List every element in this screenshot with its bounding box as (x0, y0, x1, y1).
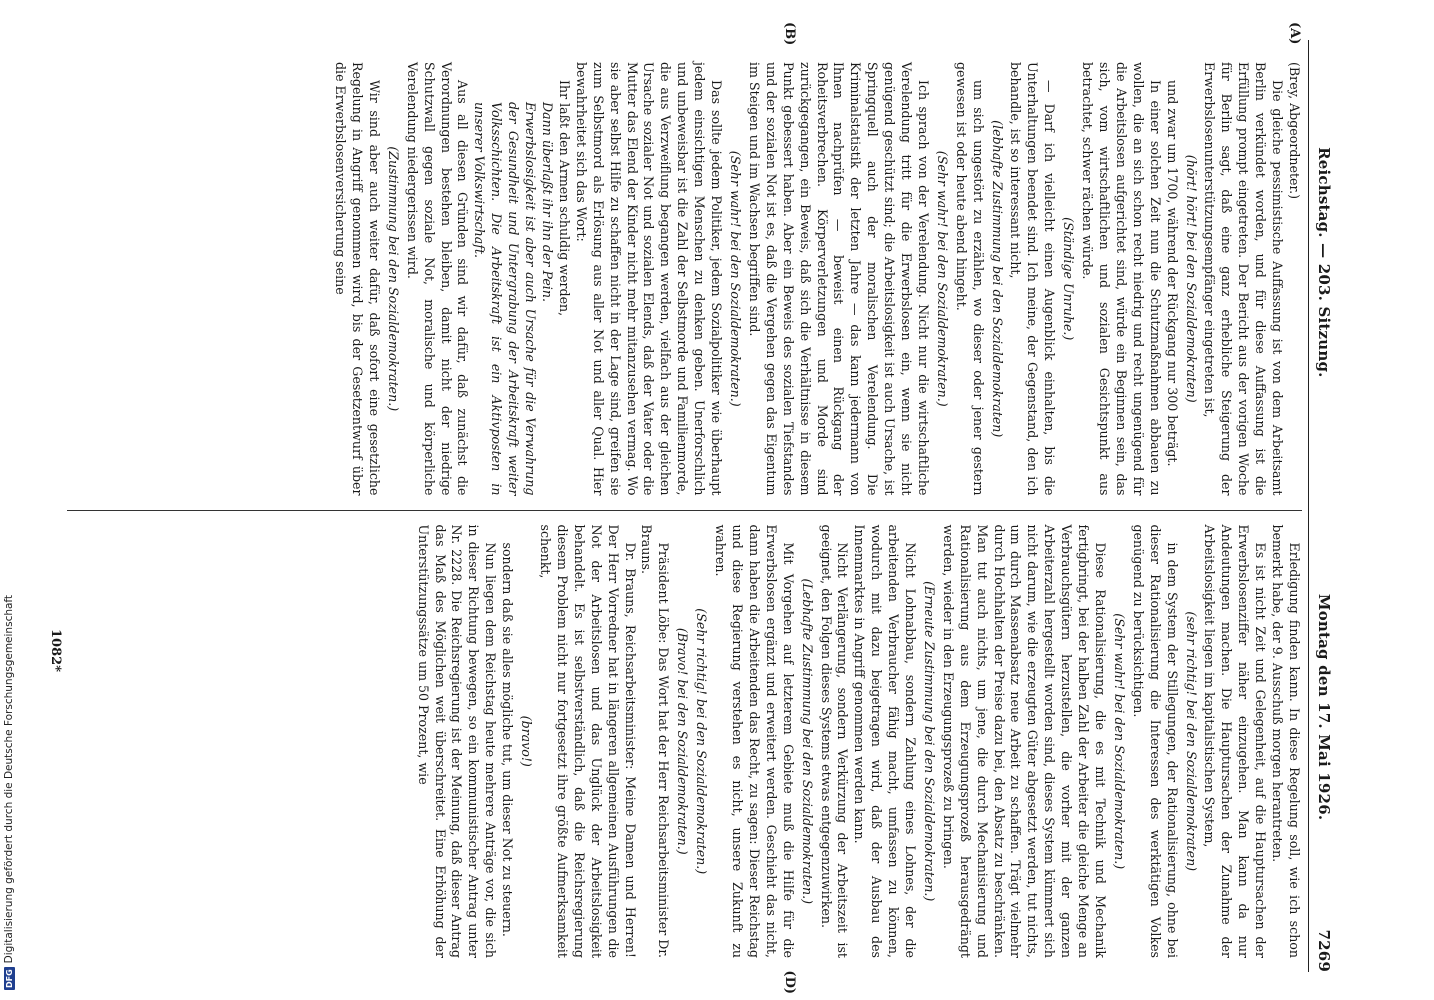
paragraph: Dr. Brauns, Reichsarbeitsminister: Meine Damen und Herren! Der Herr Vorredner hat in längeren allgemeinen Ausführungen die Not der Arbeitslosen und das Unglück der Arbeitslosigkeit behandelt. Es ist selbstverständlich, daß die Reichsregierung diesem Problem nicht nur fortgesetzt ihre größte Aufmerksamkeit schenkt, (538, 524, 638, 958)
interjection: (Ständige Unruhe.) (1061, 217, 1077, 341)
page-footer (48, 40, 63, 972)
page-number: 7269 (1315, 929, 1333, 972)
right-column (67, 511, 1302, 994)
paragraph: und zwar um 1700, während der Rückgang nur 300 beträgt. (1164, 80, 1180, 467)
paragraph: Nicht Verlängerung, sondern Verkürzung der Arbeitszeit ist geeignet, den Folgen dieses Systems etwas entgegenzuwirken. (818, 524, 851, 958)
margin-marker-a: (A) (1287, 22, 1302, 45)
interjection: (bravo!) (519, 715, 535, 767)
interjection: (Sehr wahr! bei den Sozialdemokraten.) (728, 150, 743, 407)
digitization-strip (0, 0, 18, 1000)
paragraph: Nun liegen dem Reichstag heute mehrere Anträge vor, die sich in dieser Richtung bewegen, so ein kommunistischer Antrag unter Nr. 2228. Die Reichsregierung ist der Meinung, daß dieser Antrag das Maß des Möglichen weit überschreitet. Eine Erhöhung der Unterstützungssätze um 50 Prozent, wie (415, 524, 499, 958)
interjection: (Zustimmung bei den Sozialdemokraten.) (385, 146, 401, 412)
digitization-note: Digitalisierung gefördert durch die Deutsche Forschungsgemeinschaft (3, 594, 15, 964)
paragraph: Es ist nicht Zeit und Gelegenheit, auf die Hauptursachen der Erwerbslosenziffer näher einzugehen. Man kann da nur Andeutungen machen. Die Hauptursachen der Zunahme der Arbeitslosigkeit liegen im kapitalistischen System, (1202, 524, 1269, 958)
quoted-verse: Dann überlaßt ihr ihn der Pein. (540, 102, 556, 302)
interjection: (Erneute Zustimmung bei den Sozialdemokraten.) (921, 581, 937, 902)
header-session: Reichstag. — 203. Sitzung. (1315, 147, 1333, 378)
page-header (1308, 40, 1333, 972)
interjection: (Sehr wahr! bei den Sozialdemokraten.) (1111, 613, 1127, 870)
signature-mark: 1082* (48, 629, 63, 672)
paragraph: Erledigung finden kann. In diese Regelung soll, wie ich schon bemerkt habe, der 9. Ausschuß morgen herantreten. (1270, 524, 1302, 958)
interjection: (sehr richtig! bei den Sozialdemokraten) (1183, 611, 1199, 872)
interjection: (Sehr richtig! bei den Sozialdemokraten.) (694, 608, 710, 875)
left-column (67, 22, 1302, 511)
margin-marker-d: (D) (782, 970, 797, 994)
paragraph: Nicht Lohnabbau, sondern Zahlung eines Lohnes, der die arbeitenden Verbraucher fähig macht, umfassen zu können, wodurch mit dazu beigetragen wird, daß der Ausbau des Innenmarktes in Angriff genommen werden kann. (852, 524, 919, 958)
paragraph: sondern daß sie alles mögliche tut, um dieser Not zu steuern. (500, 542, 516, 937)
paragraph: Diese Rationalisierung, die es mit Technik und Mechanik fertigbringt, bei der halben Zahl der Arbeiter die gleiche Menge an Verbrauchsgütern herzustellen, die vorher mit der ganzen Arbeiterzahl hergestellt worden sind, dieses System kümmert sich nicht darum, wie die erzeugten Güter abgesetzt werden, tut nichts, um durch Massenabsatz neue Arbeit zu schaffen. Trägt vielmehr durch Hochhalten der Preise dazu bei, den Absatz zu beschränken. Man tut auch nichts, um jene, die durch Mechanisierung und Rationalisierung aus dem Erzeugungsprozeß herausgedrängt werden, wieder in den Erzeugungsprozeß zu bringen. (940, 524, 1109, 958)
paragraph: Mit Vorgehen auf letzterem Gebiete muß die Hilfe für die Erwerbslosen ergänzt und erweitert werden. Geschieht das nicht, dann haben die Arbeitenden das Recht, zu sagen: Dieser Reichstag und diese Regierung verstehen es nicht, unsere Zukunft zu wahren. (713, 524, 796, 958)
interjection: (lebhafte Zustimmung bei den Sozialdemokraten) (989, 120, 1005, 438)
paragraph: um sich ungestört zu erzählen, wo dieser oder jener gestern gewesen ist oder heute abend hingeht. (953, 62, 986, 496)
paragraph: in dem System der Stillegungen, der Rationalisierung, ohne bei dieser Rationalisierung die Interessen des werktätigen Volkes genügend zu berücksichtigen. (1130, 524, 1180, 958)
header-date: Montag den 17. Mai 1926. (1315, 593, 1333, 821)
interjection: (Lebhafte Zustimmung bei den Sozialdemokraten.) (799, 578, 815, 904)
interjection: (Bravo! bei den Sozialdemokraten.) (675, 627, 691, 855)
interjection: (Sehr wahr! bei den Sozialdemokraten.) (934, 150, 950, 407)
paragraph: Das sollte jedem Politiker, jedem Sozialpolitiker wie überhaupt jedem einsichtigen Menschen zu denken geben. Unerforschlich und unbeweisbar ist die Zahl der Selbstmorde und Familienmorde, die aus Verzweiflung begangen werden, vielfach aus der gleichen Ursache sozialer Not und sozialen Elends, daß der Vater oder die Mutter das Elend der Kinder nicht mehr mitanzusehen vermag. Wo sie aber selbst Hilfe zu schaffen nicht in der Lage sind, greifen sie zum Selbstmord als Erlösung aus aller Not und aller Qual. Hier bewahrheitet sich das Wort: (573, 62, 725, 496)
text-columns (67, 22, 1302, 994)
paragraph: — Darf ich vielleicht einen Augenblick einhalten, bis die Unterhaltungen beendet sind. Ich meine, der Gegenstand, den ich behandle, ist so interessant nicht, (1008, 62, 1058, 496)
margin-marker-b: (B) (782, 22, 797, 46)
quoted-verse: Erwerbslosigkeit ist aber auch Ursache für die Verwahrung der Gesundheit und Untergrabung der Arbeitskraft weiter Volksschichten. Die Arbeitskraft ist ein Aktivposten in unserer Volkswirtschaft. (472, 102, 539, 496)
paragraph: Wir sind aber auch weiter dafür, daß sofort eine gesetzliche Regelung in Angriff genommen wird, bis der Gesetzentwurf über die Erwerbslosenversicherung seine (333, 62, 382, 496)
paragraph: Die gleiche pessimistische Auffassung ist von dem Arbeitsamt Berlin verkündet worden, und für diese Auffassung ist die Erfüllung prompt eingetreten. Der Bericht aus der vorigen Woche für Berlin sagt, daß eine ganz erhebliche Steigerung der Erwerbslosenunterstützungsempfänger eingetreten ist, (1202, 62, 1286, 496)
paragraph: In einer solchen Zeit nun die Schutzmaßnahmen abbauen zu wollen, die an sich schon recht niedrig und recht ungenügend für die Arbeitslosen aufgerichtet sind, würde ein Beginnen sein, das sich, vom wirtschaftlichen und sozialen Gesichtspunkt aus betrachtet, schwer rächen würde. (1080, 62, 1163, 496)
paragraph: Aus all diesen Gründen sind wir dafür, daß zunächst die Verordnungen bestehen bleiben, damit nicht der niedrige Schutzwall gegen soziale Not, moralische und körperliche Verelendung niedergerissen wird. (404, 62, 471, 496)
paragraph: Präsident Löbe: Das Wort hat der Herr Reichsarbeitsminister Dr. Brauns. (639, 524, 672, 958)
interjection: (hört! hört! bei den Sozialdemokraten) (1183, 154, 1199, 403)
paragraph: Ich sprach von der Verelendung. Nicht nur die wirtschaftliche Verelendung tritt für die Erwerbslosen ein, wenn sie nicht genügend geschützt sind; die Arbeitslosigkeit ist auch Ursache, ist Springquell auch der moralischen Verelendung. Die Kriminalstatistik der letzten Jahre — das kann jedermann von Ihnen nachprüfen — beweist einen Rückgang der Roheitsverbrechen. Körperverletzungen und Morde sind zurückgegangen, ein Beweis, daß sich die Verhältnisse in diesem Punkt gebessert haben. Aber ein Beweis des sozialen Tiefstandes und der sozialen Not ist es, daß die Vergehen gegen das Eigentum im Steigen und im Wachsen begriffen sind. (746, 62, 931, 496)
paragraph: Ihr laßt den Armen schuldig werden, (556, 80, 572, 317)
paragraph: (Brey, Abgeordneter.) (1287, 62, 1302, 200)
dfg-logo-icon: DFG (4, 969, 14, 988)
